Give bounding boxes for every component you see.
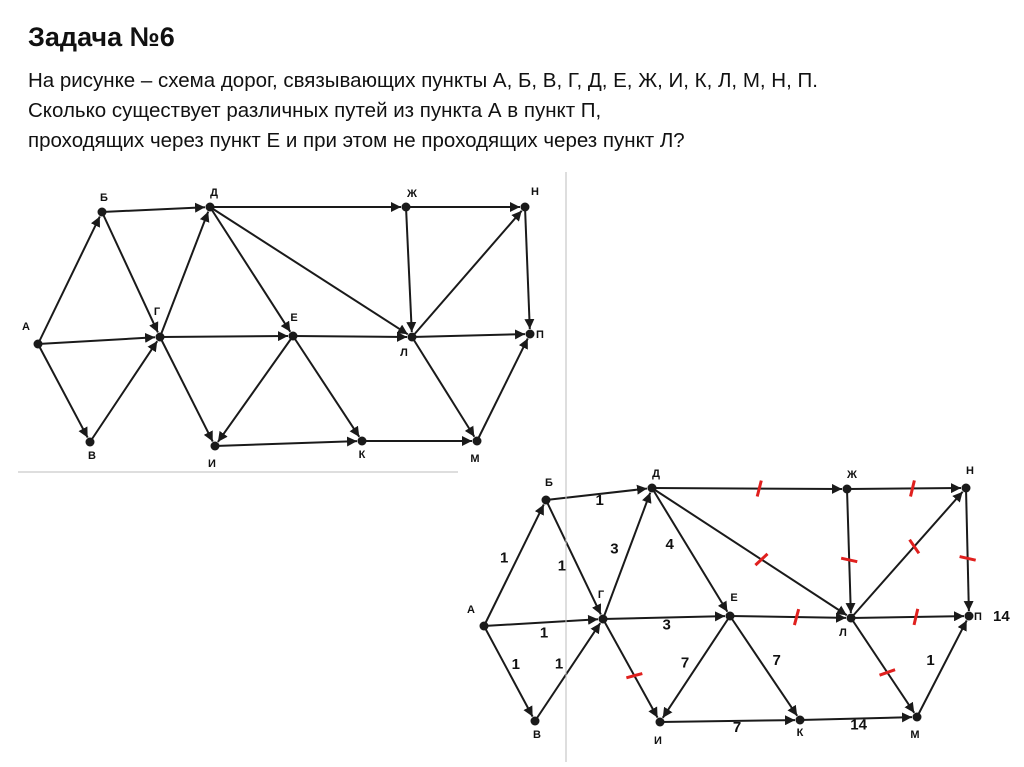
cross-mark-G-I <box>626 674 642 678</box>
bot-edge-L-M <box>851 618 914 713</box>
bot-node-label-G: Г <box>597 589 605 601</box>
top-node-D <box>206 203 215 212</box>
top-node-label-N: Н <box>531 186 539 198</box>
top-edge-A-B <box>38 216 100 344</box>
top-edge-L-M <box>412 337 474 437</box>
top-node-label-P: П <box>536 329 544 341</box>
top-edge-D-L <box>210 207 408 334</box>
weight-label-B-D: 1 <box>595 491 604 509</box>
weight-label-V-G: 1 <box>554 655 564 673</box>
weight-label-I-K: 7 <box>732 718 742 736</box>
weight-label-B-G: 1 <box>557 557 567 575</box>
task-title: Задача №6 <box>28 22 175 52</box>
cross-mark-E-L <box>794 609 798 625</box>
top-node-label-E: Е <box>290 312 298 324</box>
top-edge-A-G <box>38 337 155 344</box>
bot-node-G <box>599 615 608 624</box>
problem-line-2: Сколько существует различных путей из пункта А в пункт П, <box>28 99 602 122</box>
top-node-label-G: Г <box>153 306 161 318</box>
top-node-E <box>289 332 298 341</box>
bot-node-label-V: В <box>533 729 541 741</box>
top-edge-L-N <box>412 211 522 337</box>
top-node-G <box>156 333 165 342</box>
top-node-B <box>98 208 107 217</box>
top-node-P <box>526 330 535 339</box>
top-edge-A-V <box>38 344 88 438</box>
top-node-A <box>34 340 43 349</box>
bot-node-K <box>796 716 805 725</box>
bot-edge-Zh-L <box>847 489 851 613</box>
bot-node-I <box>656 718 665 727</box>
top-node-L <box>408 333 417 342</box>
bot-node-Zh <box>843 485 852 494</box>
bot-edge-D-Zh <box>652 488 842 489</box>
top-edge-G-E <box>160 336 288 337</box>
problem-line-3: проходящих через пункт Е и при этом не проходящих через пункт Л? <box>28 129 685 152</box>
top-edge-E-L <box>293 336 407 337</box>
weight-label-M-P: 1 <box>926 652 935 670</box>
top-node-label-Zh: Ж <box>407 188 417 200</box>
top-node-V <box>86 438 95 447</box>
bot-node-E <box>726 612 735 621</box>
top-node-M <box>473 437 482 446</box>
top-edge-E-K <box>293 336 359 437</box>
top-node-Zh <box>402 203 411 212</box>
weight-label-E-K: 7 <box>772 652 781 670</box>
bot-node-D <box>648 484 657 493</box>
top-node-label-M: М <box>470 453 480 465</box>
top-edge-M-P <box>477 338 528 441</box>
bot-node-label-N: Н <box>966 465 974 477</box>
top-node-label-D: Д <box>210 187 218 199</box>
bot-edge-E-L <box>730 616 846 618</box>
bot-node-label-Zh: Ж <box>847 469 857 481</box>
bot-node-M <box>913 713 922 722</box>
cross-mark-D-Zh <box>757 481 761 497</box>
bot-node-label-L: Л <box>839 627 847 639</box>
top-edge-V-G <box>90 341 157 442</box>
bot-edge-A-B <box>484 504 544 626</box>
bot-node-V <box>531 717 540 726</box>
cross-mark-Zh-N <box>911 480 915 496</box>
bot-edge-M-P <box>917 620 967 717</box>
top-edge-N-P <box>525 207 530 329</box>
bot-node-A <box>480 622 489 631</box>
bot-node-label-D: Д <box>652 468 660 480</box>
cross-mark-Zh-L <box>841 558 857 562</box>
bot-edge-Zh-N <box>847 488 961 489</box>
weight-label-D-E: 4 <box>665 535 674 553</box>
bot-edge-D-E <box>652 488 727 612</box>
top-edge-Zh-L <box>406 207 412 332</box>
bot-node-label-M: М <box>910 729 920 741</box>
bot-node-label-B: Б <box>545 477 553 489</box>
bot-edge-G-I <box>603 619 658 718</box>
top-edge-E-I <box>218 336 293 442</box>
bot-edge-E-I <box>663 616 730 718</box>
problem-line-1: На рисунке – схема дорог, связывающих пункты А, Б, В, Г, Д, Е, Ж, И, К, Л, М, Н, П. <box>28 69 818 92</box>
weight-label-A-B: 1 <box>500 549 509 567</box>
weight-label-A-V: 1 <box>511 656 520 674</box>
weight-label-G-E: 3 <box>662 616 671 634</box>
cross-mark-N-P <box>960 557 976 561</box>
bot-edge-N-P <box>966 488 969 611</box>
top-node-label-K: К <box>358 449 366 461</box>
bot-edge-A-V <box>484 626 533 717</box>
bot-node-N <box>962 484 971 493</box>
answer-label: 14 <box>993 608 1010 625</box>
top-edge-L-P <box>412 334 525 337</box>
bot-edge-B-G <box>546 500 601 614</box>
top-node-K <box>358 437 367 446</box>
top-node-label-V: В <box>88 450 96 462</box>
weight-label-E-I: 7 <box>680 654 690 672</box>
top-node-label-I: И <box>208 458 216 470</box>
bot-node-label-K: К <box>796 727 804 739</box>
top-edge-D-E <box>210 207 290 332</box>
cross-mark-L-P <box>914 609 918 625</box>
weight-label-K-M: 14 <box>850 716 867 734</box>
bot-node-label-E: Е <box>730 592 738 604</box>
bot-edge-L-N <box>851 492 963 618</box>
top-edge-B-D <box>102 207 205 212</box>
bot-node-label-I: И <box>654 735 662 747</box>
bot-node-label-P: П <box>974 611 982 623</box>
bot-node-L <box>847 614 856 623</box>
bot-edge-D-L <box>652 488 847 615</box>
bot-edge-I-K <box>660 720 795 722</box>
bot-edge-E-K <box>730 616 797 716</box>
bot-node-label-A: А <box>467 604 475 616</box>
top-node-label-A: А <box>22 321 30 333</box>
weight-label-G-D: 3 <box>610 540 619 558</box>
top-node-N <box>521 203 530 212</box>
top-node-label-L: Л <box>400 347 408 359</box>
top-edge-I-K <box>215 441 357 446</box>
bot-node-P <box>965 612 974 621</box>
weight-label-A-G: 1 <box>539 624 549 642</box>
bot-edge-L-P <box>851 616 964 618</box>
top-node-I <box>211 442 220 451</box>
top-node-label-B: Б <box>100 192 108 204</box>
top-edge-G-I <box>160 337 213 442</box>
top-edge-B-G <box>102 212 158 332</box>
cross-mark-L-M <box>880 670 896 676</box>
top-edge-G-D <box>160 212 208 337</box>
bot-node-B <box>542 496 551 505</box>
